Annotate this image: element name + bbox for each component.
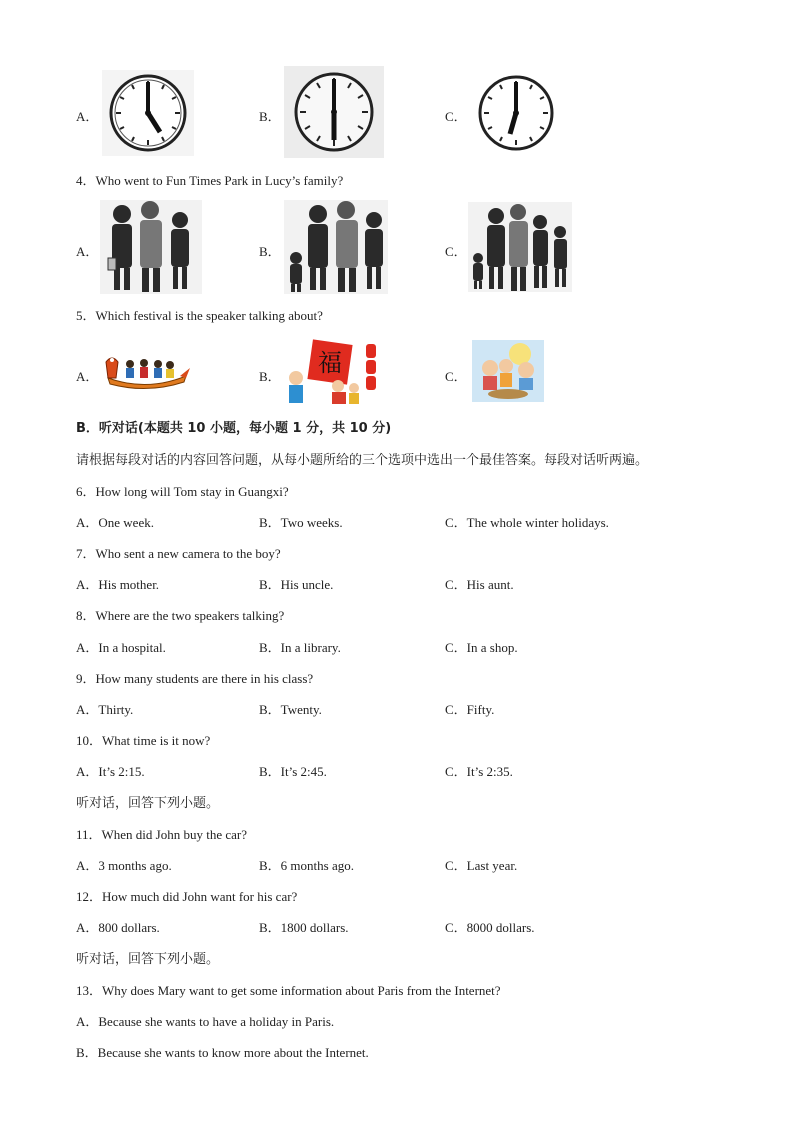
option-a-label: A． [76,109,99,124]
option-b-label: B． [259,244,281,259]
question-9-option-a: A．Thirty. [76,702,134,717]
question-11-option-c: C．Last year. [445,858,518,873]
option-c-label: C． [445,109,467,124]
mid-autumn-moon-icon [472,340,544,402]
question-12-option-c: C．8000 dollars. [445,920,535,935]
question-8-option-b: B．In a library. [259,640,341,655]
dragon-boat-icon [104,348,190,392]
question-13-option-b: B．Because she wants to know more about the Internet. [76,1045,369,1060]
option-c-label: C． [445,369,467,384]
question-7: 7．Who sent a new camera to the boy? [76,546,281,561]
question-8: 8．Where are the two speakers talking? [76,608,285,623]
question-8-option-c: C．In a shop. [445,640,518,655]
question-9-option-c: C．Fifty. [445,702,495,717]
section-b-instruction: 请根据每段对话的内容回答问题，从每小题所给的三个选项中选出一个最佳答案。每段对话听两遍。 [76,453,649,468]
question-7-option-b: B．His uncle. [259,577,334,592]
clock-6-oclock-alt-icon [474,72,558,154]
svg-text:福: 福 [318,349,342,377]
question-4: 4．Who went to Fun Times Park in Lucy’s family? [76,173,344,188]
question-12-option-b: B．1800 dollars. [259,920,349,935]
question-8-option-a: A．In a hospital. [76,640,166,655]
question-10: 10．What time is it now? [76,733,211,748]
option-c-label: C． [445,244,467,259]
question-7-option-c: C．His aunt. [445,577,514,592]
option-a-label: A． [76,369,99,384]
question-6-option-c: C．The whole winter holidays. [445,515,609,530]
question-11-option-b: B．6 months ago. [259,858,354,873]
question-13-option-a: A．Because she wants to have a holiday in Paris. [76,1014,335,1029]
question-11-option-a: A．3 months ago. [76,858,172,873]
dialog-instruction-1: 听对话，回答下列小题。 [76,796,220,811]
question-13: 13．Why does Mary want to get some information about Paris from the Internet? [76,983,501,998]
option-a-label: A． [76,244,99,259]
question-9-option-b: B．Twenty. [259,702,322,717]
option-b-label: B． [259,369,281,384]
option-b-label: B． [259,109,281,124]
question-6-option-b: B．Two weeks. [259,515,343,530]
question-6: 6．How long will Tom stay in Guangxi? [76,484,289,499]
question-12-option-a: A．800 dollars. [76,920,160,935]
question-12: 12．How much did John want for his car? [76,889,298,904]
clock-6-oclock-icon [284,66,384,158]
question-7-option-a: A．His mother. [76,577,160,592]
question-10-option-b: B．It’s 2:45. [259,764,327,779]
family-four-people-icon [284,200,388,294]
family-five-people-icon [468,202,572,292]
question-11: 11．When did John buy the car? [76,827,247,842]
family-three-people-icon [100,200,202,294]
dialog-instruction-2: 听对话，回答下列小题。 [76,952,220,967]
question-10-option-a: A．It’s 2:15. [76,764,145,779]
clock-7-oclock-icon [102,70,194,156]
question-10-option-c: C．It’s 2:35. [445,764,513,779]
question-5: 5．Which festival is the speaker talking about? [76,308,323,323]
question-9: 9．How many students are there in his class? [76,671,314,686]
spring-festival-fu-icon [284,338,380,406]
question-6-option-a: A．One week. [76,515,154,530]
section-b-heading: B．听对话(本题共 10 小题，每小题 1 分，共 10 分) [76,421,392,436]
